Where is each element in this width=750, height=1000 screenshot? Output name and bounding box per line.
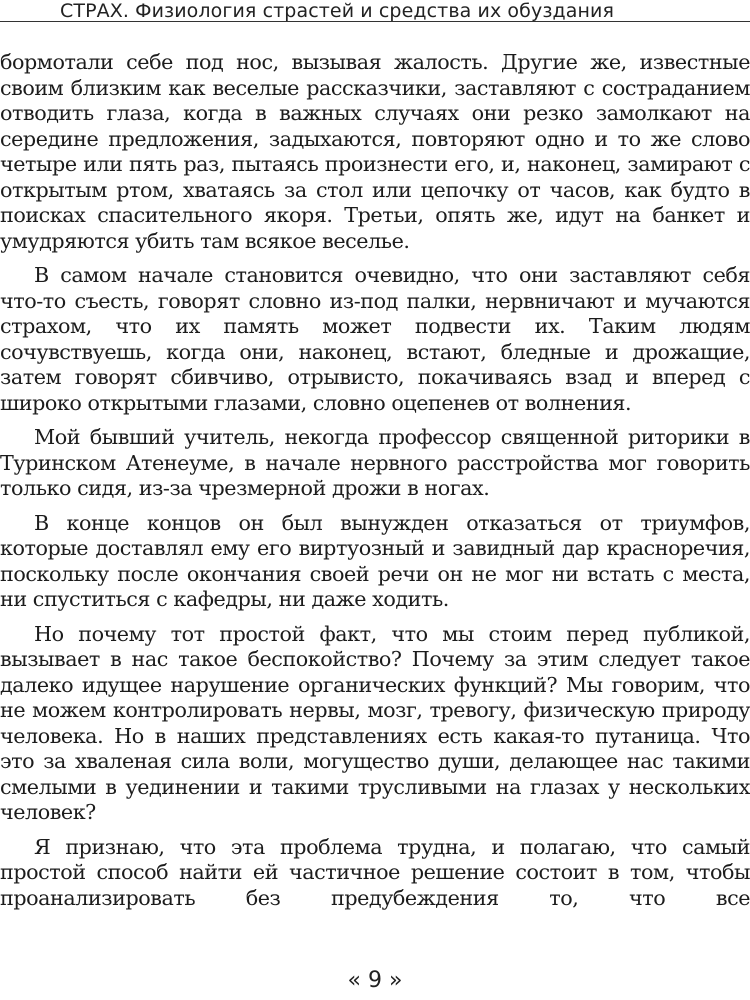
paragraph: В конце концов он был вынужден отказаться от триумфов, которые доставлял ему его виртуозный и завидный дар красноречия, поскольку после окончания своей речи он не мог ни встать с места, ни спуститься с кафедры, ни даже ходить. <box>0 510 750 611</box>
paragraph-continues: Я признаю, что эта проблема трудна, и полагаю, что самый простой способ найти ей частичное решение состоит в том, чтобы проанализировать без предубеждения то, что все <box>0 834 750 910</box>
running-header <box>0 0 750 24</box>
page-number: « 9 » <box>347 968 403 993</box>
paragraph: Мой бывший учитель, некогда профессор священной риторики в Туринском Атенеуме, в начале нервного расстройства мог говорить только сидя, из-за чрезмерной дрожи в ногах. <box>0 425 750 500</box>
paragraph: В самом начале становится очевидно, что они заставляют себя что-то съесть, говорят словно из-под палки, нервничают и мучаются страхом, что их память может подвести их. Таким людям сочувствуешь, когда они, наконец, встают, бледные и дрожащие, затем говорят сбивчиво, отрывисто, покачиваясь взад и вперед с широко открытыми глазами, словно оцепенев от волнения. <box>0 263 750 415</box>
paragraph-continued: бормотали себе под нос, вызывая жалость. Другие же, известные своим близким как веселые рассказчики, заставляют с состраданием отводить глаза, когда в важных случаях они резко замолкают на середине предложения, задыхаются, повторяют одно и то же слово четыре или пять раз, пытаясь произнести его, и, наконец, замирают с открытым ртом, хватаясь за стол или цепочку от часов, как будто в поисках спасительного якоря. Третьи, опять же, идут на банкет и умудряются убить там всякое веселье. <box>0 50 750 253</box>
body-text <box>0 50 750 920</box>
header-rule <box>0 21 750 22</box>
running-title: СТРАХ. Физиология страстей и средства их обуздания <box>60 0 614 22</box>
paragraph: Но почему тот простой факт, что мы стоим перед публикой, вызывает в нас такое беспокойство? Почему за этим следует такое далеко идущее нарушение органических функций? Мы говорим, что не можем контролировать нервы, мозг, тревогу, физическую природу человека. Но в наших представлениях есть какая-то путаница. Что это за хваленая сила воли, могущество души, делающее нас такими смелыми в уединении и такими трусливыми на глазах у нескольких человек? <box>0 621 750 824</box>
